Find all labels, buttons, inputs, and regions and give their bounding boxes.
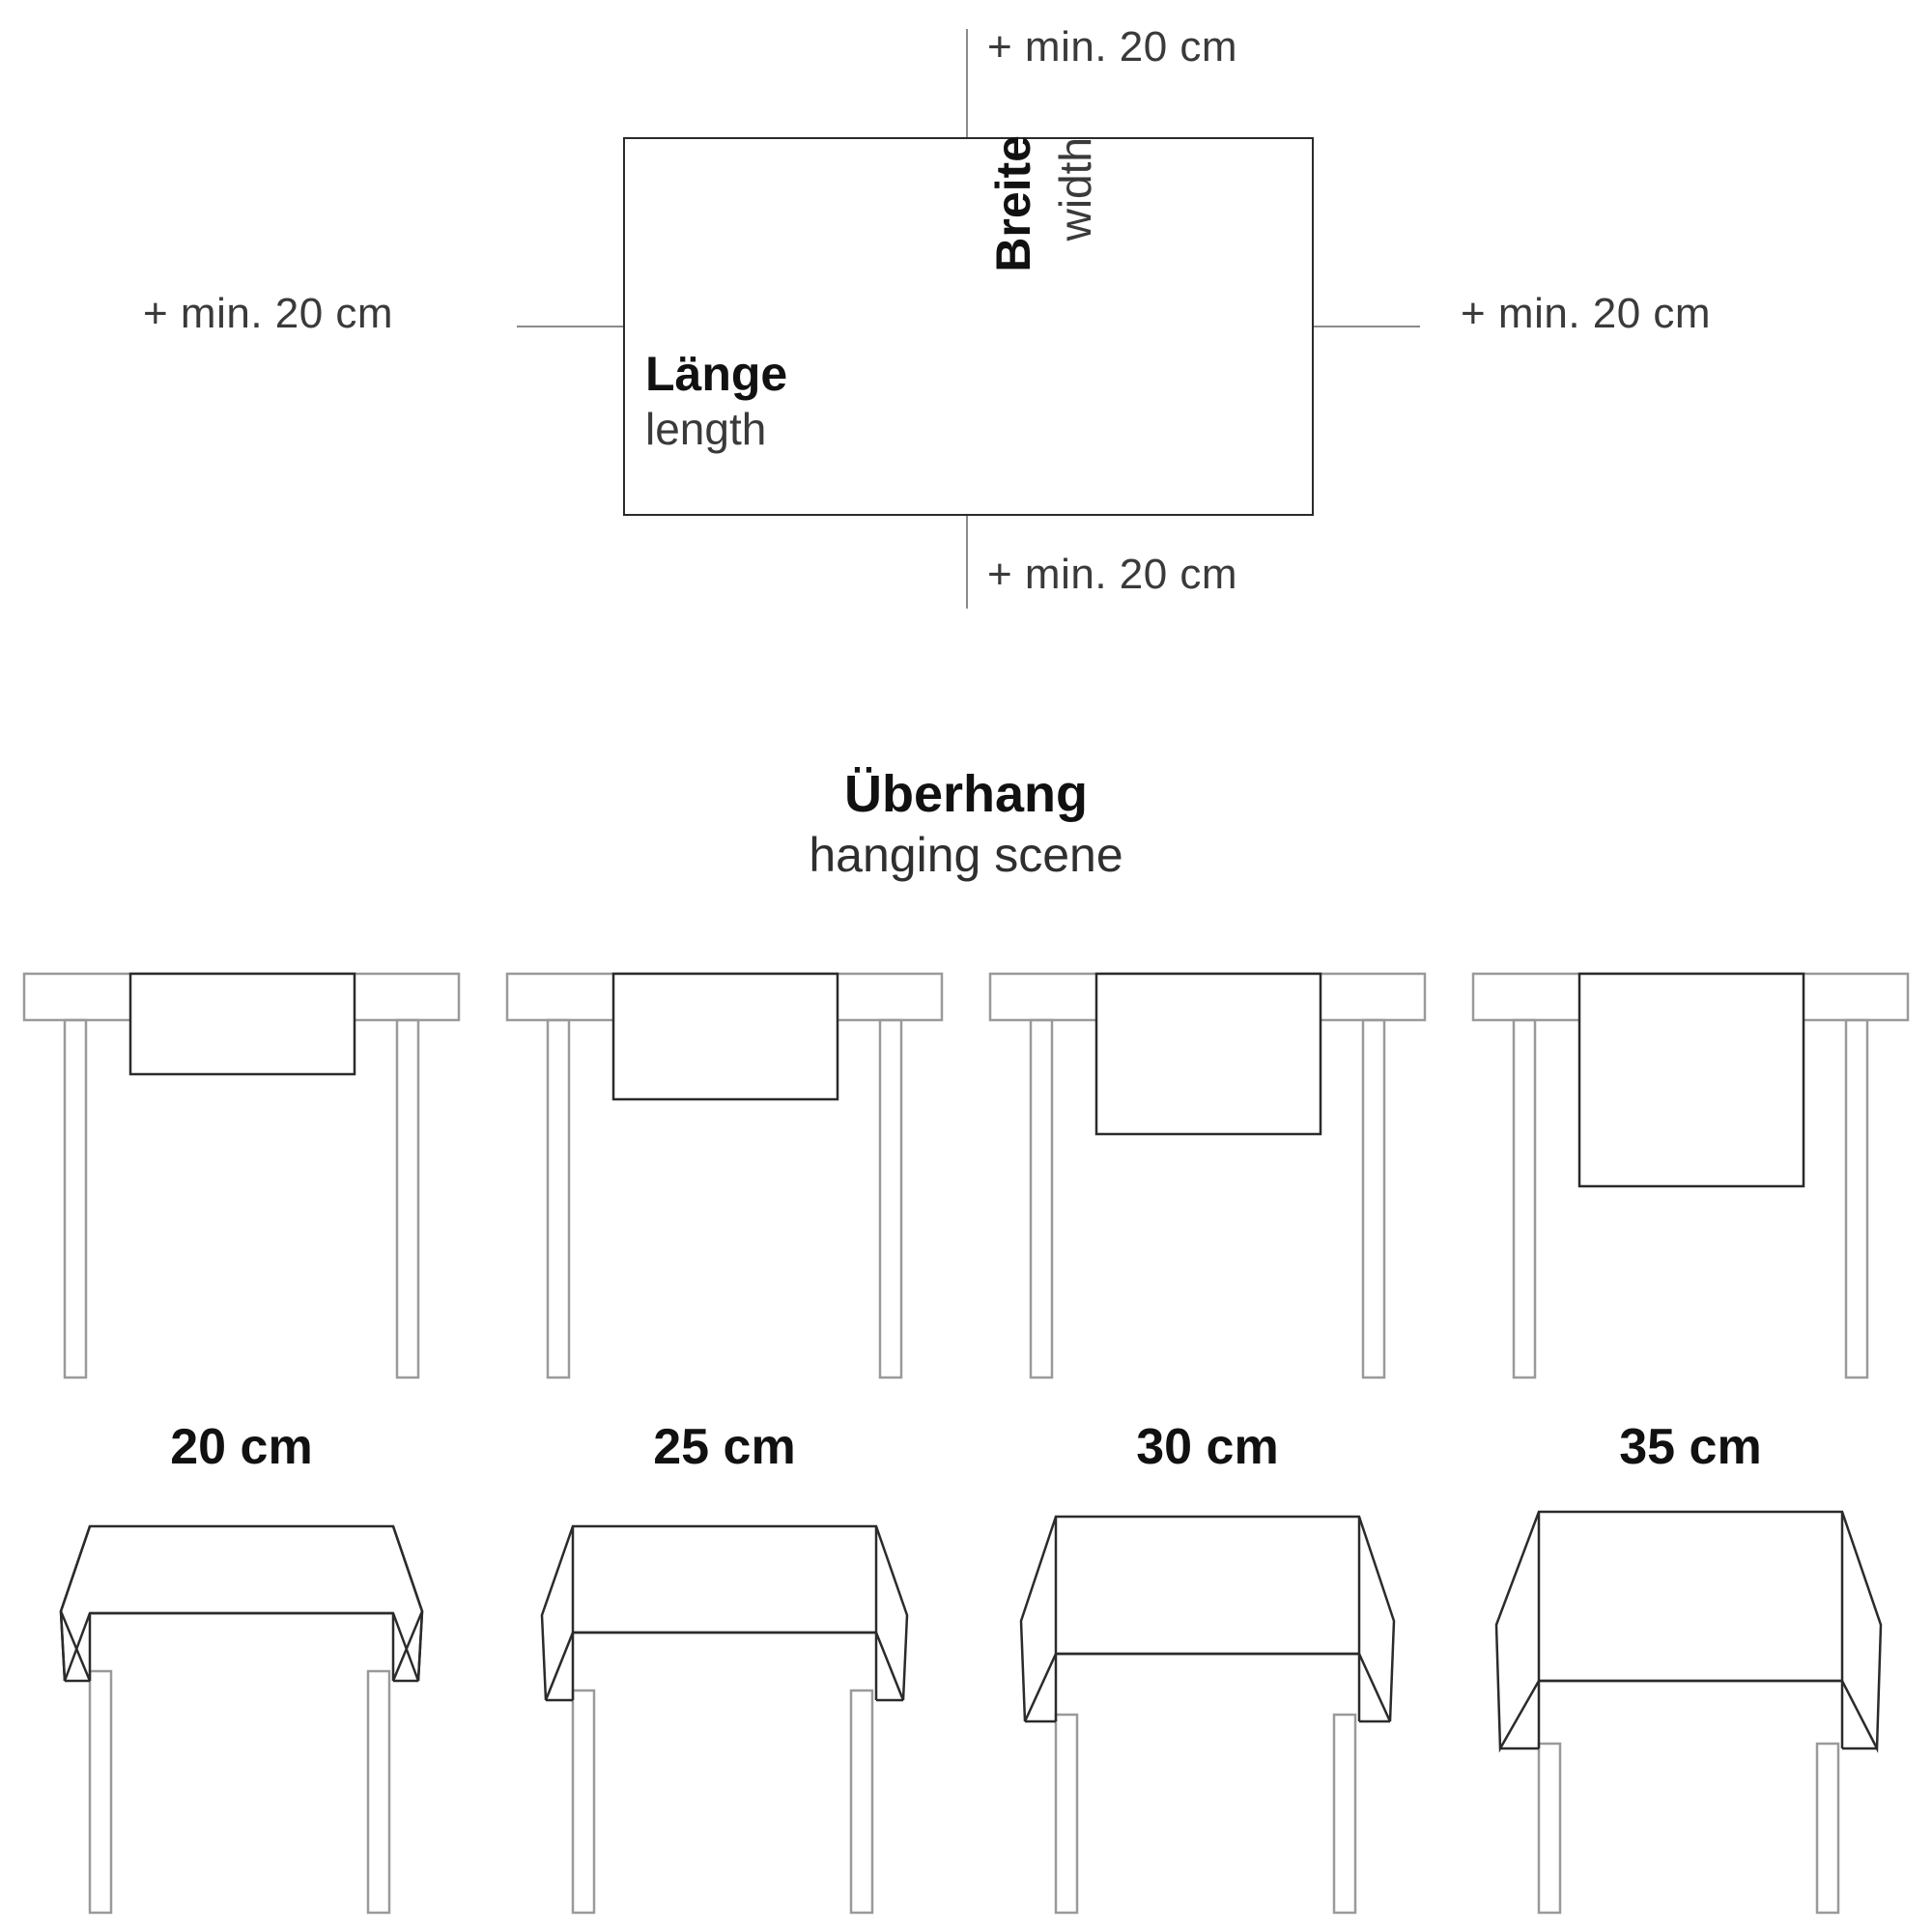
- table-perspective-30cm: [980, 1507, 1435, 1922]
- table-perspective-35cm: [1463, 1507, 1918, 1922]
- cloth-overhang-20cm: [130, 974, 355, 1074]
- cloth-overhang-35cm: [1579, 974, 1804, 1186]
- table-perspective-20cm: [14, 1507, 469, 1922]
- margin-label-bottom: + min. 20 cm: [987, 551, 1238, 598]
- perspective-table-row: [0, 1507, 1932, 1932]
- overhang-size-label-row: [0, 1418, 1932, 1476]
- perspective-cell-20cm: [0, 1507, 483, 1932]
- overhang-label-25cm: 25 cm: [653, 1419, 796, 1475]
- overhang-label-20cm: 20 cm: [170, 1419, 313, 1475]
- section-heading: [0, 763, 1932, 884]
- perspective-cell-30cm: [966, 1507, 1449, 1932]
- length-label-de: Länge: [645, 347, 788, 401]
- side-view-cell-30cm: [966, 956, 1449, 1410]
- side-view-cell-25cm: [483, 956, 966, 1410]
- table-side-view-35cm: [1463, 956, 1918, 1401]
- length-label-en: length: [645, 404, 767, 454]
- width-label-group: [976, 135, 1150, 328]
- margin-label-left: + min. 20 cm: [143, 290, 394, 337]
- overhang-label-30cm: 30 cm: [1136, 1419, 1279, 1475]
- table-side-view-30cm: [980, 956, 1435, 1401]
- section-title-en: hanging scene: [809, 827, 1123, 882]
- length-label-group: [645, 346, 787, 455]
- perspective-cell-35cm: [1449, 1507, 1932, 1932]
- cloth-overhang-25cm: [613, 974, 838, 1099]
- tabletop-rectangle: [623, 137, 1314, 516]
- dimensions-diagram: [0, 0, 1932, 676]
- margin-label-right: + min. 20 cm: [1461, 290, 1712, 337]
- margin-label-top: + min. 20 cm: [987, 23, 1238, 71]
- cloth-overhang-30cm: [1096, 974, 1321, 1134]
- width-label-de: Breite: [986, 135, 1040, 272]
- table-perspective-25cm: [497, 1507, 952, 1922]
- table-side-view-20cm: [14, 956, 469, 1401]
- width-label-en: width: [1050, 137, 1100, 242]
- side-view-table-row: [0, 956, 1932, 1410]
- section-title-de: Überhang: [843, 765, 1089, 823]
- perspective-cell-25cm: [483, 1507, 966, 1932]
- overhang-label-35cm: 35 cm: [1619, 1419, 1762, 1475]
- side-view-cell-20cm: [0, 956, 483, 1410]
- table-side-view-25cm: [497, 956, 952, 1401]
- side-view-cell-35cm: [1449, 956, 1932, 1410]
